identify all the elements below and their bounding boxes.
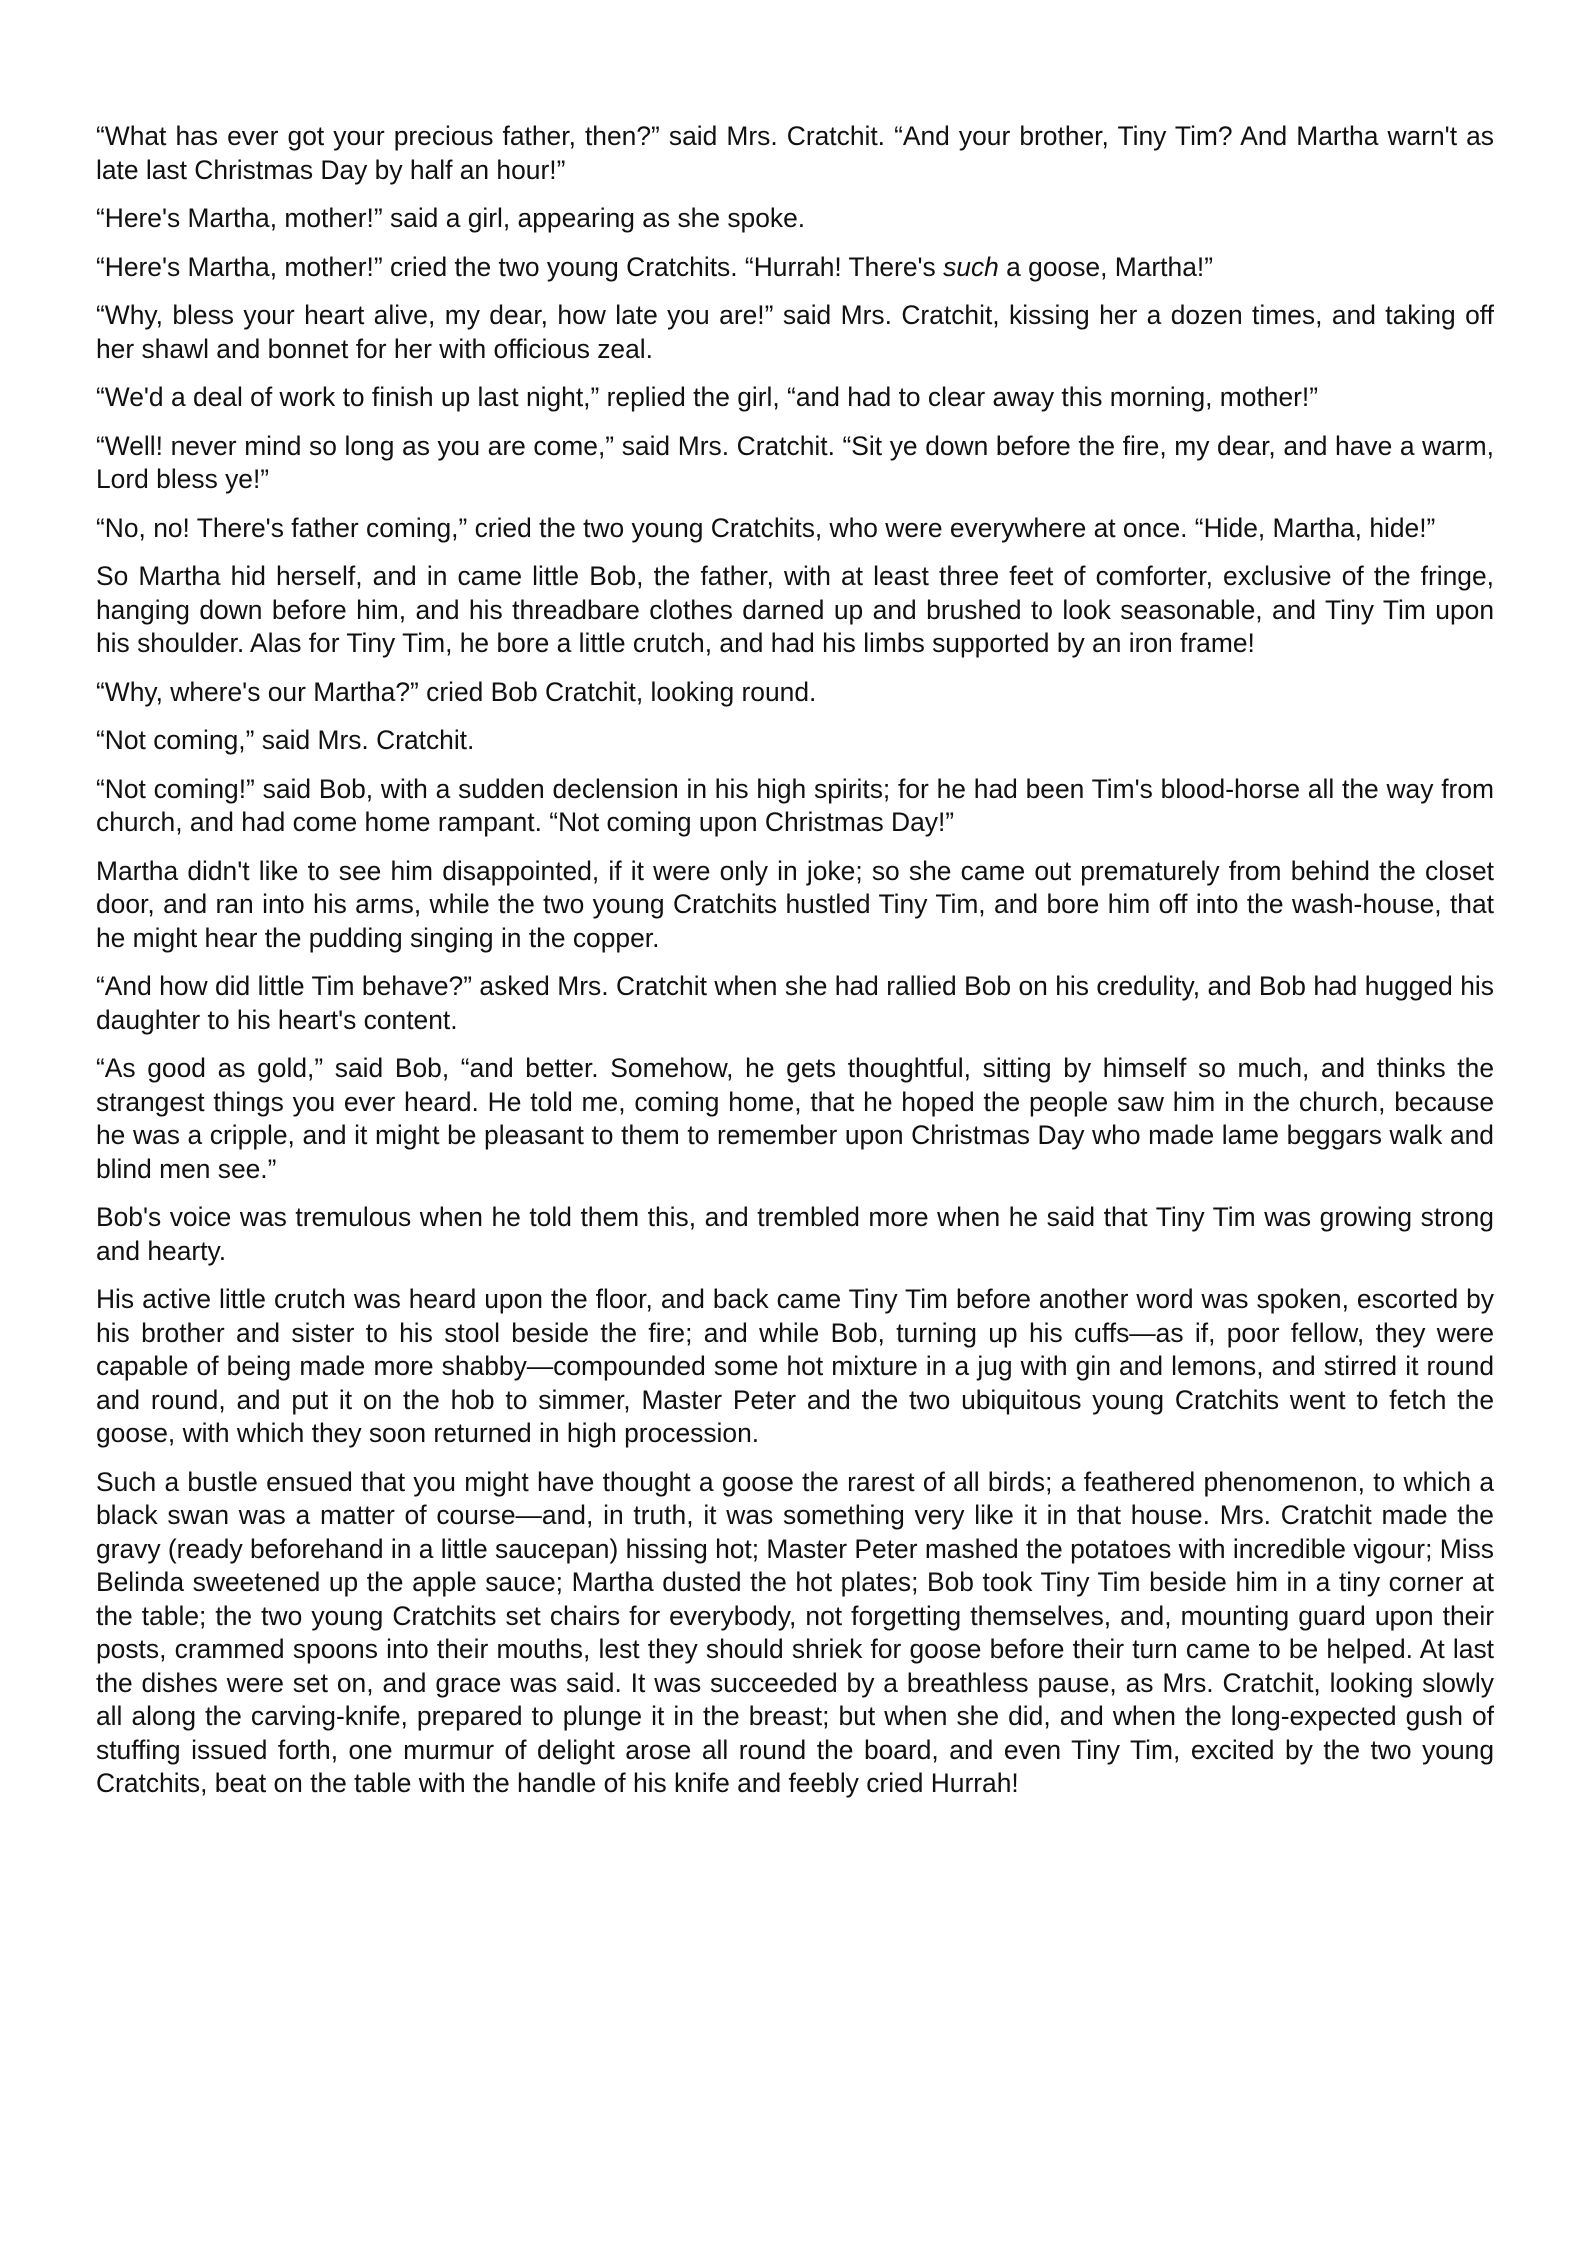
paragraph-6: “Well! never mind so long as you are come,” said Mrs. Cratchit. “Sit ye down before the fire, my dear, and have a warm, Lord bless ye!”	[96, 430, 1494, 494]
paragraph-3-start: “Here's Martha, mother!” cried the two young Cratchits. “Hurrah! There's	[96, 251, 944, 282]
paragraph-10: “Not coming,” said Mrs. Cratchit.	[96, 725, 475, 755]
paragraph-12: Martha didn't like to see him disappointed, if it were only in joke; so she came out prematurely from behind the closet door, and ran into his arms, while the two young Cratchits hustled Tiny Tim, and bore him off into the wash-house, that he might hear the pudding singing in the copper.	[96, 855, 1494, 953]
paragraph-8: So Martha hid herself, and in came little Bob, the father, with at least three feet of comforter, exclusive of the fringe, hanging down before him, and his threadbare clothes darned up and brushed to look seasonable, and Tiny Tim upon his shoulder. Alas for Tiny Tim, he bore a little crutch, and had his limbs supported by an iron frame!	[96, 561, 1494, 658]
paragraph-3	[96, 251, 1494, 285]
paragraph-2: “Here's Martha, mother!” said a girl, appearing as she spoke.	[96, 203, 806, 233]
paragraph-15: Bob's voice was tremulous when he told them this, and trembled more when he said that Tiny Tim was growing strong and hearty.	[96, 1202, 1494, 1266]
paragraph-9: “Why, where's our Martha?” cried Bob Cratchit, looking round.	[96, 676, 817, 707]
paragraph-5: “We'd a deal of work to finish up last night,” replied the girl, “and had to clear away this morning, mother!”	[96, 382, 1319, 412]
paragraph-4: “Why, bless your heart alive, my dear, how late you are!” said Mrs. Cratchit, kissing her a dozen times, and taking off her shawl and bonnet for her with officious zeal.	[96, 300, 1494, 364]
paragraph-7: “No, no! There's father coming,” cried the two young Cratchits, who were everywhere at once. “Hide, Martha, hide!”	[96, 512, 1436, 543]
paragraph-14: “As good as gold,” said Bob, “and better. Somehow, he gets thoughtful, sitting by himself so much, and thinks the strangest things you ever heard. He told me, coming home, that he hoped the people saw him in the church, because he was a cripple, and it might be pleasant to them to remember upon Christmas Day who made lame beggars walk and blind men see.”	[96, 1053, 1494, 1184]
paragraph-3-end: a goose, Martha!”	[998, 251, 1213, 282]
paragraph-16: His active little crutch was heard upon the floor, and back came Tiny Tim before another word was spoken, escorted by his brother and sister to his stool beside the fire; and while Bob, turning up his cuffs—as if, poor fellow, they were capable of being made more shabby—compounded some hot mixture in a jug with gin and lemons, and stirred it round and round, and put it on the hob to simmer, Master Peter and the two ubiquitous young Cratchits went to fetch the goose, with which they soon returned in high procession.	[96, 1284, 1494, 1448]
paragraph-11: “Not coming!” said Bob, with a sudden declension in his high spirits; for he had been Tim's blood-horse all the way from church, and had come home rampant. “Not coming upon Christmas Day!”	[96, 773, 1494, 837]
emphasis-such: such	[943, 251, 999, 282]
document-page	[96, 120, 1494, 1816]
paragraph-13: “And how did little Tim behave?” asked Mrs. Cratchit when she had rallied Bob on his credulity, and Bob had hugged his daughter to his heart's content.	[96, 971, 1494, 1035]
paragraph-17: Such a bustle ensued that you might have thought a goose the rarest of all birds; a feathered phenomenon, to which a black swan was a matter of course—and, in truth, it was something very like it in that house. Mrs. Cratchit made the gravy (ready beforehand in a little saucepan) hissing hot; Master Peter mashed the potatoes with incredible vigour; Miss Belinda sweetened up the apple sauce; Martha dusted the hot plates; Bob took Tiny Tim beside him in a tiny corner at the table; the two young Cratchits set chairs for everybody, not forgetting themselves, and, mounting guard upon their posts, crammed spoons into their mouths, lest they should shriek for goose before their turn came to be helped. At last the dishes were set on, and grace was said. It was succeeded by a breathless pause, as Mrs. Cratchit, looking slowly all along the carving-knife, prepared to plunge it in the breast; but when she did, and when the long-expected gush of stuffing issued forth, one murmur of delight arose all round the board, and even Tiny Tim, excited by the two young Cratchits, beat on the table with the handle of his knife and feebly cried Hurrah!	[96, 1466, 1494, 1798]
paragraph-1: “What has ever got your precious father, then?” said Mrs. Cratchit. “And your brother, Tiny Tim? And Martha warn't as late last Christmas Day by half an hour!”	[96, 121, 1494, 185]
